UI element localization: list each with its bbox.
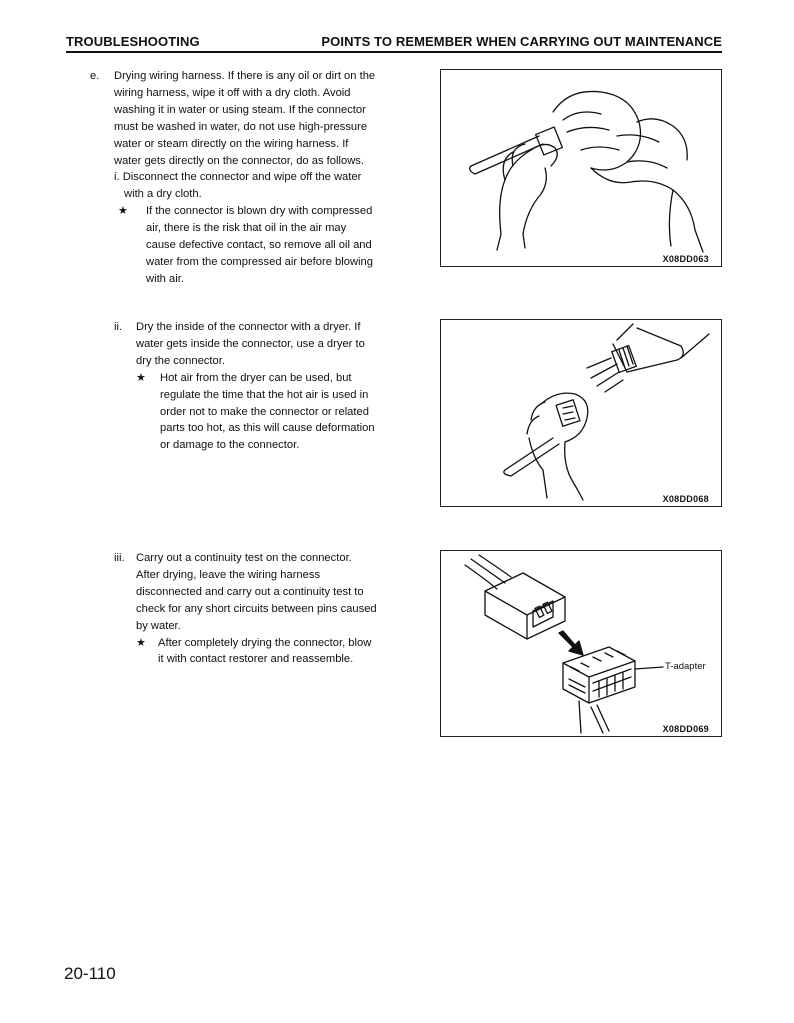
text-line: must be washed in water, do not use high-pressure [114, 120, 368, 133]
step-ii [114, 319, 390, 454]
section-e-text [114, 68, 390, 288]
note-line: air, there is the risk that oil in the air may [146, 222, 347, 235]
step-iii-note [136, 635, 390, 669]
hands-cloth-illustration [441, 70, 721, 266]
text-line: check for any short circuits between pins caused [136, 602, 377, 615]
figure-wipe-connector [440, 69, 722, 267]
figure-code: X08DD068 [662, 494, 709, 504]
note-line: cause defective contact, so remove all oil and [146, 239, 372, 252]
note-line: regulate the time that the hot air is used in [160, 388, 369, 401]
text-line: Drying wiring harness. If there is any oil or dirt on the [114, 70, 376, 82]
note-line: with air. [146, 272, 184, 285]
text-line: After drying, leave the wiring harness [136, 568, 321, 581]
note-line: it with contact restorer and reassemble. [158, 653, 354, 666]
step-i-line: with a dry cloth. [124, 188, 202, 201]
star-icon: ★ [136, 636, 147, 649]
step-iii-marker: iii. [114, 552, 125, 564]
star-icon: ★ [136, 371, 147, 384]
step-i-note [118, 203, 390, 288]
text-line: water gets inside the connector, use a dryer to [136, 337, 365, 350]
step-iii [114, 550, 390, 668]
text-line: wiring harness, wipe it off with a dry cloth. Avoid [114, 86, 351, 99]
step-ii-note [136, 370, 390, 455]
note-line: Hot air from the dryer can be used, but [160, 371, 352, 384]
section-e-marker: e. [90, 70, 100, 82]
header-section-title: TROUBLESHOOTING [66, 34, 200, 49]
dryer-illustration [441, 320, 721, 506]
text-line: Dry the inside of the connector with a dryer. If [136, 321, 361, 333]
header-rule [66, 51, 722, 53]
step-ii-marker: ii. [114, 321, 123, 333]
note-line: After completely drying the connector, blow [158, 636, 372, 649]
text-line: water gets directly on the connector, do as follows. [114, 154, 364, 167]
text-line: by water. [136, 619, 181, 632]
note-line: water from the compressed air before blowing [146, 255, 373, 268]
figure-code: X08DD063 [662, 254, 709, 264]
connector-t-adapter-illustration [441, 551, 721, 736]
text-line: dry the connector. [136, 354, 225, 367]
note-line: order not to make the connector or related [160, 405, 369, 418]
t-adapter-label: T-adapter [665, 661, 706, 672]
header-topic-title: POINTS TO REMEMBER WHEN CARRYING OUT MAINTENANCE [321, 34, 722, 49]
figure-dryer [440, 319, 722, 507]
figure-code: X08DD069 [662, 724, 709, 734]
text-line: disconnected and carry out a continuity test to [136, 585, 364, 598]
figure-continuity-test [440, 550, 722, 737]
note-line: or damage to the connector. [160, 439, 300, 452]
page-number: 20-110 [64, 964, 116, 983]
text-line: washing it in water or using steam. If the connector [114, 103, 366, 116]
section-e [90, 68, 390, 288]
text-line: water or steam directly on the wiring harness. If [114, 137, 349, 150]
star-icon: ★ [118, 205, 129, 218]
note-line: If the connector is blown dry with compressed [146, 205, 373, 218]
page-header [66, 34, 722, 52]
step-i-line: i. Disconnect the connector and wipe off the water [114, 171, 362, 184]
text-line: Carry out a continuity test on the connector. [136, 552, 352, 564]
note-line: parts too hot, as this will cause deformation [160, 422, 375, 435]
